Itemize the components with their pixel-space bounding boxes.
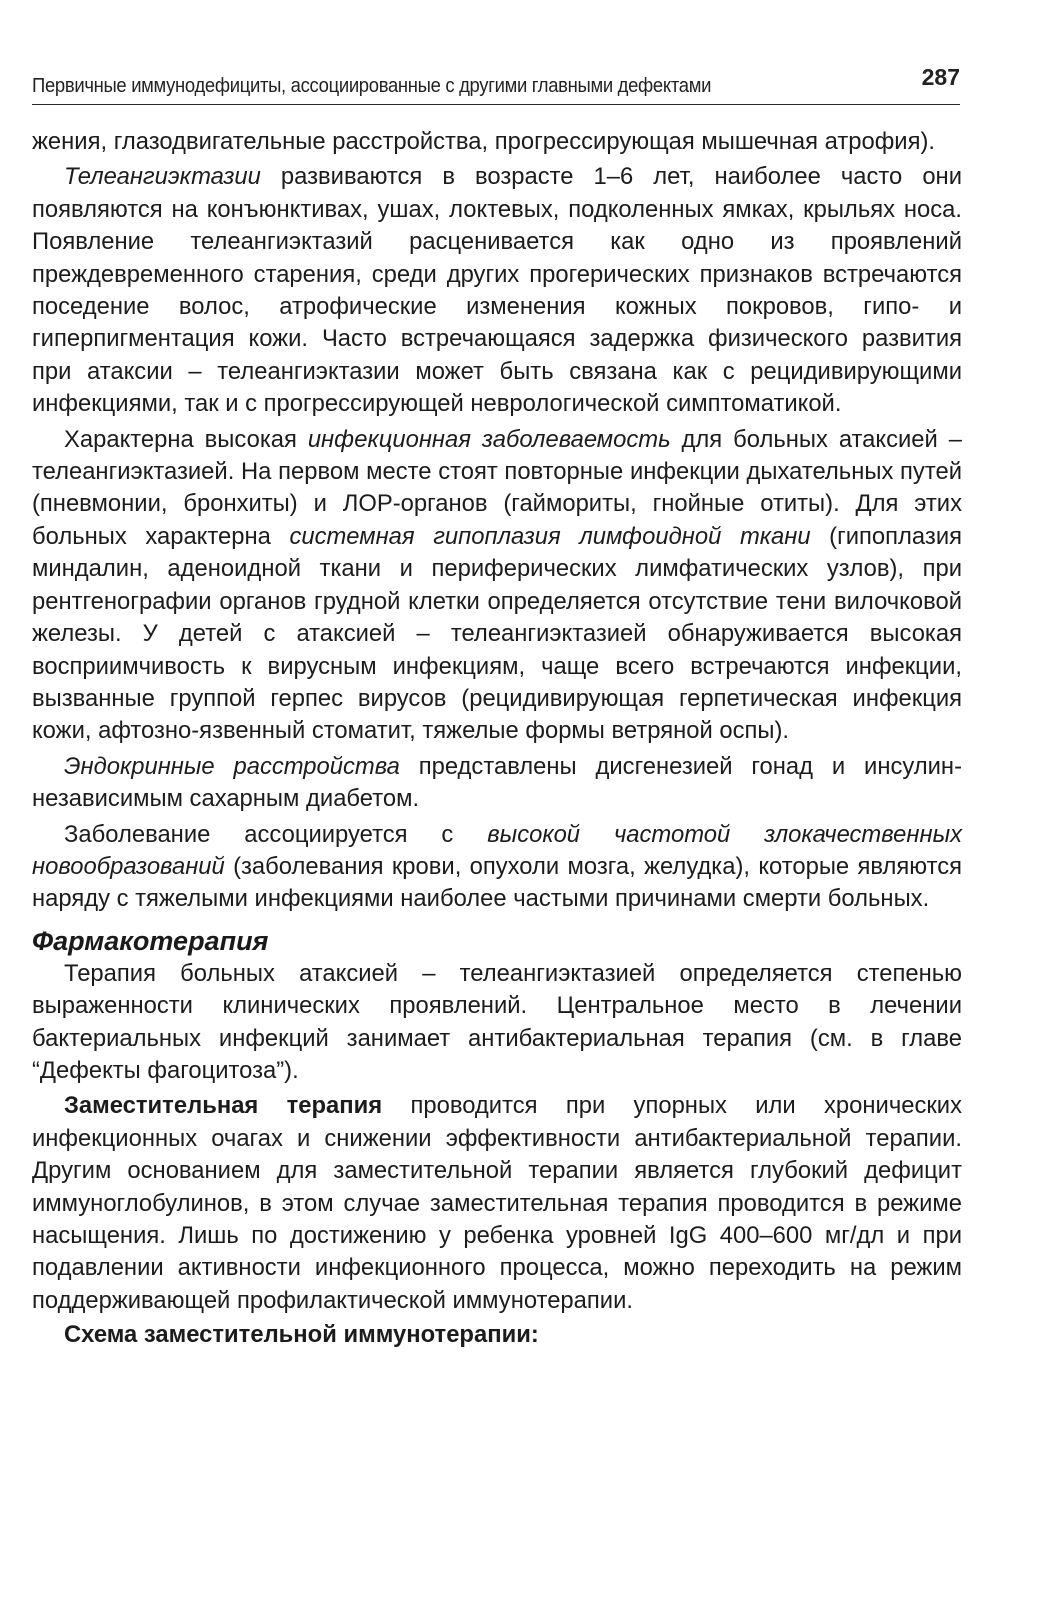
text-run: (гипоплазия миндалин, аденоидной ткани и периферических лимфатических узлов), при рентгенографии органов грудной клетки определяется отсутствие тени вилочковой железы. У детей с атаксией – телеангиэктазией обнаруживается высокая восприимчивость к вирусным инфекциям, чаще всего встречаются инфекции, вызванные группой герпес вирусов (рецидивирующая герпетическая инфекция кожи, афтозно-язвенный стоматит, тяжелые формы ветряной оспы).: [32, 522, 962, 745]
page-number: 287: [921, 64, 960, 90]
text-run: развиваются в возрасте 1–6 лет, наиболее часто они появляются на конъюнктивах, ушах, локтевых, подколенных ямках, крыльях носа. Появление телеангиэктазий расценивается как одно из проявлений преждевременного старения, среди других прогерических признаков встречаются поседение волос, атрофические изменения кожных покровов, гипо- и гиперпигментация кожи. Часто встречающаяся задержка физического развития при атаксии – телеангиэктазии может быть связана как с рецидивирующими инфекциями, так и с прогрессирующей неврологической симптоматикой.: [32, 163, 962, 418]
paragraph-malignancy: [32, 819, 962, 916]
running-title: Первичные иммунодефициты, ассоциированные с другими главными дефектами: [32, 74, 712, 97]
text-run: Характерна высокая: [64, 425, 308, 453]
paragraph-telangiectasia: [32, 161, 962, 420]
text-run: проводится при упорных или хронических инфекционных очагах и снижении эффективности антибактериальной терапии. Другим основанием для заместительной терапии является глубокий дефицит иммуноглобулинов, в этом случае заместительная терапия проводится в режиме насыщения. Лишь по достижению у ребенка уровней IgG 400–600 мг/дл и при подавлении активности инфекционного процесса, можно переходить на режим поддерживающей профилактической иммунотерапии.: [32, 1092, 962, 1314]
italic-term: Эндокринные расстройства: [64, 752, 400, 780]
italic-term: высокой частотой злокачественных новообразований: [32, 820, 962, 880]
paragraph-endocrine: [32, 751, 962, 816]
italic-term: Телеангиэктазии: [64, 163, 261, 191]
text-run: Заболевание ассоциируется с: [64, 820, 488, 848]
paragraph-therapy: [32, 958, 962, 1088]
text-run: жения, глазодвигательные расстройства, прогрессирующая мышечная атрофия).: [32, 128, 936, 155]
italic-term: инфекционная заболеваемость: [307, 425, 671, 453]
paragraph-continuation: [32, 126, 962, 158]
scheme-heading: Схема заместительной иммунотерапии:: [64, 1321, 539, 1349]
text-run: Терапия больных атаксией – телеангиэктазией определяется степенью выраженности клинических проявлений. Центральное место в лечении бактериальных инфекций занимает антибактериальная терапия (см. в главе “Дефекты фагоцитоза”).: [32, 959, 962, 1084]
paragraph-infections: [32, 424, 962, 748]
paragraph-replacement-therapy: [32, 1090, 962, 1317]
text-run: (заболевания крови, опухоли мозга, желудка), которые являются наряду с тяжелыми инфекциями наиболее частыми причинами смерти больных.: [32, 852, 962, 913]
italic-term: системная гипоплазия лимфоидной ткани: [289, 522, 811, 550]
page-header: [32, 60, 960, 105]
bold-term: Заместительная терапия: [64, 1092, 383, 1120]
text-run: представлены дисгенезией гонад и инсулин-независимым сахарным диабетом.: [32, 752, 962, 813]
page-body: [32, 126, 962, 1352]
section-heading-pharmacotherapy: Фармакотерапия: [32, 925, 269, 956]
text-run: для больных атаксией – телеангиэктазией. На первом месте стоят повторные инфекции дыхательных путей (пневмонии, бронхиты) и ЛОР-органов (гаймориты, гнойные отиты). Для этих больных характерна: [32, 425, 962, 550]
